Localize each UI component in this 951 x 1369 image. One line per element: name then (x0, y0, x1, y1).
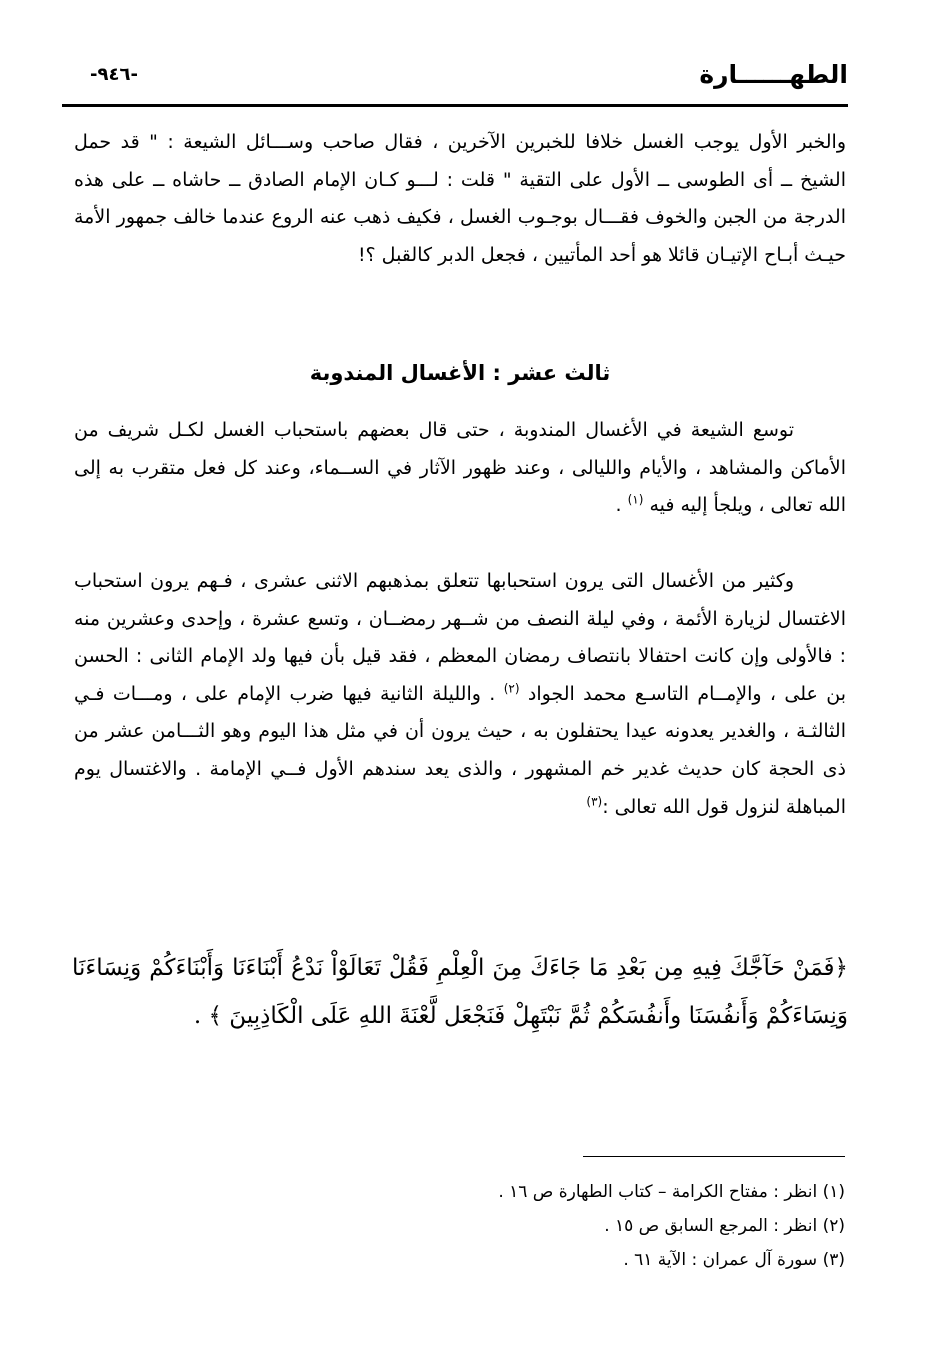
paragraph-opening: والخبر الأول يوجب الغسل خلافا للخبرين الآخرين ، فقال صاحب وســـائل الشيعة : " قد حمل الشيخ ــ أى الطوسى ــ الأول على التقية " قلت : لـــو كـان الإمام الصادق ــ حاشاه ــ على هذه الدرجة من الجبن والخوف فقـــال بوجـوب الغسل ، فكيف ذهب عنه الروع عندما خالف جمهور الأمة حيـث أبـاح الإتيـان قائلا هو أحد المأتيين ، فجعل الدبر كالقبل ؟! (74, 131, 846, 266)
section-heading: ثالث عشر : الأغسال المندوبة (309, 361, 611, 385)
footnote-item: (٢) انظر : المرجع السابق ص ١٥ . (604, 1216, 845, 1236)
footnote-marker-1: (١) (627, 492, 644, 507)
footnote-divider (583, 1156, 845, 1157)
running-title: الطهــــــارة (699, 60, 848, 89)
footnote-marker-3: (٣) (586, 794, 603, 809)
header-divider (62, 104, 848, 107)
quran-verse: ﴿فَمَنْ حَآجَّكَ فِيهِ مِن بَعْدِ مَا جَاءَكَ مِنَ الْعِلْمِ فَقُلْ تَعَالَوْاْ نَدْعُ أَبْنَاءَنَا وَأَبْنَاءَكُمْ وَنِسَاءَنَا وَنِسَاءَكُمْ وَأَنفُسَنَا وأَنفُسَكُمْ ثُمَّ نَبْتَهِلْ فَنَجْعَل لَّعْنَةَ اللهِ عَلَى الْكَاذِبِينَ ﴾ . (72, 955, 848, 1029)
paragraph-text-part2: . والليلة الثانية فيها ضرب الإمام على ، ومـــات فـي الثالثـة ، والغدير يعدونه عيدا يحتفلون به ، حيث يرون أن في مثل هذا اليوم وهو الثـــامن عشر من ذى الحجة كان حديث غدير خم المشهور ، والذى يعد سندهم الأول فــي الإمامة . والاغتسال يوم المباهلة لنزول قول الله تعالى : (74, 682, 846, 818)
footnote-item: (٣) سورة آل عمران : الآية ٦١ . (623, 1250, 845, 1270)
page-header (62, 60, 848, 102)
paragraph-end: . (615, 494, 628, 517)
footnote-marker-2: (٢) (503, 681, 520, 696)
paragraph-text-part1: وكثير من الأغسال التى يرون استحبابها تتعلق بمذهبهم الاثنى عشرى ، فـهم يرون استحباب الاغتسال لزيارة الأئمة ، وفي ليلة النصف من شــهر رمضــان ، وتسع عشرة ، وإحدى وعشرين منه : فالأولى وإن كانت احتفالا بانتصاف رمضان المعظم ، فقد قيل بأن فيها ولد الإمام الثانى : الحسن بن على ، والإمــام التاسـع محمد الجواد (74, 570, 846, 705)
footnote-item: (١) انظر : مفتاح الكرامة – كتاب الطهارة ص ١٦ . (498, 1182, 845, 1202)
page-number: -٩٤٦- (90, 64, 138, 85)
paragraph-text: توسع الشيعة في الأغسال المندوبة ، حتى قال بعضهم باستحباب الغسل لكـل شريف من الأماكن والمشاهد ، والأيام والليالى ، وعند ظهور الآثار في الســماء، وعند كل فعل متقرب به إلى الله تعالى ، ويلجأ إليه فيه (74, 419, 846, 517)
paragraph-recommended-baths (74, 412, 846, 525)
paragraph-twelver-baths (74, 563, 846, 826)
footnotes-list (300, 1175, 845, 1277)
